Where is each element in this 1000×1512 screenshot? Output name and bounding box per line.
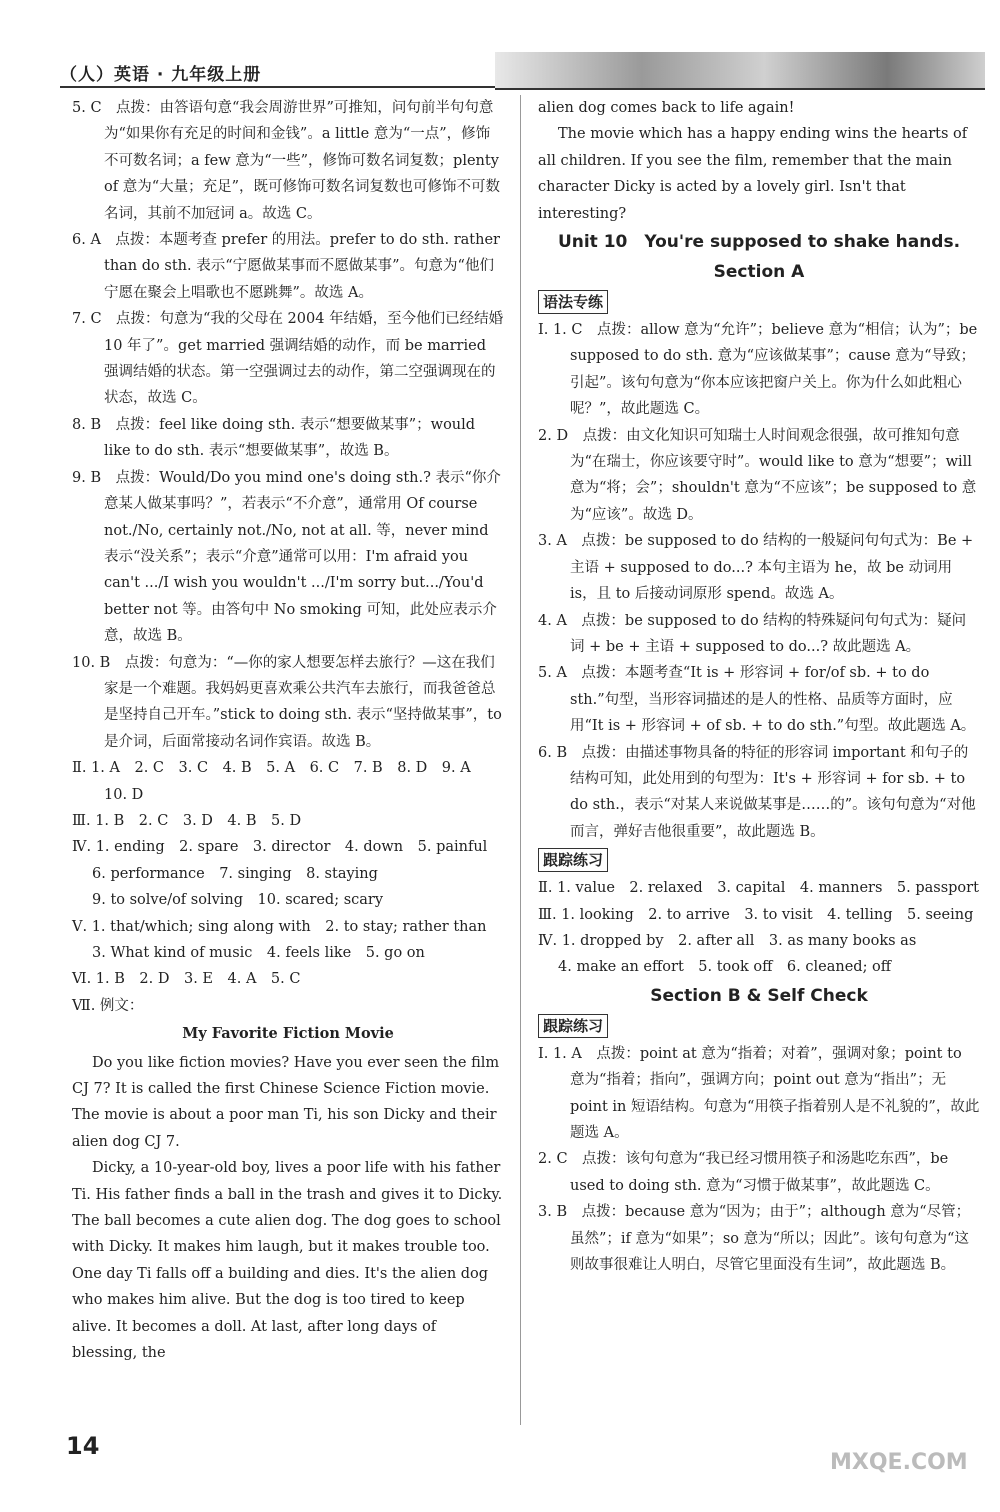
section-5-answers-b: 3. What kind of music 4. feels like 5. go on bbox=[92, 945, 425, 961]
section-a-heading: Section A bbox=[713, 262, 805, 283]
section-b-answer-1: Ⅰ. 1. A 点拨：point at 意为“指着；对着”，强调对象；point to 意为“指着；指向”，强调方向；point out 意为“指出”；无 point in 短语结构。句意为“用筷子指着别人是不礼貌的”，故此题选 A。 bbox=[538, 1045, 980, 1141]
grammar-answer-6: 6. B 点拨：由描述事物具备的特征的形容词 important 和句子的结构可知，此处用到的句型为：It's + 形容词 + for sb. + to do sth.，表示“对某人来说做某事是……的”。该句句意为“对他而言，弹好吉他很重要”，故此题选 B。 bbox=[538, 744, 976, 840]
answer-6: 6. A 点拨：本题考查 prefer 的用法。prefer to do sth. rather than do sth. 表示“宁愿做某事而不愿做某事”。句意为“他们宁愿在聚会上唱歌也不愿跳舞”。故选 A。 bbox=[72, 232, 500, 301]
follow-up-section-3: Ⅲ. 1. looking 2. to arrive 3. to visit 4. telling 5. seeing bbox=[538, 906, 974, 923]
essay-paragraph-3: The movie which has a happy ending wins the hearts of all children. If you see the film, remember that the main character Dicky is acted by a lovely girl. Isn't that interesting? bbox=[538, 126, 968, 222]
answer-7: 7. C 点拨：句意为“我的父母在 2004 年结婚，至今他们已经结婚 10 年了”。get married 强调结婚的动作，而 be married 强调结婚的状态。第一空强调过去的动作，第二空强调现在的状态，故选 C。 bbox=[72, 311, 504, 407]
header-title: （人）英语 · 九年级上册 bbox=[60, 65, 262, 85]
section-2-answers: Ⅱ. 1. A 2. C 3. C 4. B 5. A 6. C 7. B 8. D 9. A 10. D bbox=[72, 760, 486, 803]
essay-paragraph-2: Dicky, a 10-year-old boy, lives a poor life with his father Ti. His father finds a ball in the trash and gives it to Dicky. The ball becomes a cute alien dog. The dog goes to school with Dicky. It makes him laugh, but it makes trouble too. One day Ti falls off a building and dies. It's the alien dog who makes him alive. But the dog is too tired to keep alive. It becomes a doll. At last, after long days of blessing, the bbox=[72, 1160, 503, 1362]
follow-up-practice-box-2: 跟踪练习 bbox=[538, 1014, 608, 1038]
section-6-answers: Ⅵ. 1. B 2. D 3. E 4. A 5. C bbox=[72, 971, 301, 988]
section-b-answer-3: 3. B 点拨：because 意为“因为；由于”；although 意为“尽管；虽然”；if 意为“如果”；so 意为“所以；因此”。该句句意为“这则故事很难让人明白，尽管它里面没有生词”，故此题选 B。 bbox=[538, 1204, 971, 1274]
column-divider bbox=[520, 95, 521, 1425]
section-4-answers-a: Ⅳ. 1. ending 2. spare 3. director 4. down 5. painful bbox=[72, 839, 488, 856]
grammar-answer-2: 2. D 点拨：由文化知识可知瑞士人时间观念很强，故可推知句意为“在瑞士，你应该要守时”。would like to 意为“想要”；will 意为“将；会”；shouldn't 意为“不应该”；be supposed to 意为“应该”。故选 D。 bbox=[538, 427, 977, 523]
essay-continuation: alien dog comes back to life again! bbox=[538, 100, 795, 116]
follow-up-section-4a: Ⅳ. 1. dropped by 2. after all 3. as many books as bbox=[538, 932, 917, 949]
grammar-answer-5: 5. A 点拨：本题考查“It is + 形容词 + for/of sb. + to do sth.”句型，当形容词描述的是人的性格、品质等方面时，应用“It is + 形容词 + of sb. + to do sth.”句型。故此题选 A。 bbox=[538, 665, 976, 735]
section-3-answers: Ⅲ. 1. B 2. C 3. D 4. B 5. D bbox=[72, 812, 302, 829]
grammar-answer-3: 3. A 点拨：be supposed to do 结构的一般疑问句句式为：Be + 主语 + supposed to do...? 本句主语为 he，故 be 动词用 is，且 to 后接动词原形 spend。故选 A。 bbox=[538, 533, 974, 603]
answer-8: 8. B 点拨：feel like doing sth. 表示“想要做某事”；would like to do sth. 表示“想要做某事”，故选 B。 bbox=[72, 416, 476, 460]
section-b-heading: Section B & Self Check bbox=[650, 985, 868, 1006]
section-b-answer-2: 2. C 点拨：该句句意为“我已经习惯用筷子和汤匙吃东西”，be used to doing sth. 意为“习惯于做某事”，故此题选 C。 bbox=[538, 1151, 949, 1194]
follow-up-section-2: Ⅱ. 1. value 2. relaxed 3. capital 4. manners 5. passport bbox=[538, 880, 979, 897]
header-banner-image bbox=[495, 52, 985, 90]
page-number: 14 bbox=[66, 1432, 100, 1460]
watermark: MXQE.COM bbox=[830, 1450, 968, 1475]
follow-up-section-4b: 4. make an effort 5. took off 6. cleaned; off bbox=[558, 959, 892, 976]
header-rule bbox=[60, 86, 495, 88]
unit-title: Unit 10 You're supposed to shake hands. bbox=[557, 232, 961, 253]
answer-9: 9. B 点拨：Would/Do you mind one's doing sth.? 表示“你介意某人做某事吗？”，若表示“不介意”，通常用 Of course not./No, certainly not./No, not at all. 等，never mind 表示“没关系”；表示“介意”通常可以用：I'm afraid you can't .../I wish you wouldn't .../I'm sorry but.../You'd better not 等。由答句中 No smoking 可知，此处应表示介意，故选 B。 bbox=[72, 469, 501, 645]
essay-title: My Favorite Fiction Movie bbox=[182, 1025, 394, 1043]
answer-10: 10. B 点拨：句意为：“—你的家人想要怎样去旅行？—这在我们家是一个难题。我妈妈更喜欢乘公共汽车去旅行，而我爸爸总是坚持自己开车。”stick to doing sth. 表示“坚持做某事”，to 是介词，后面常接动名词作宾语。故选 B。 bbox=[72, 654, 502, 750]
page-header bbox=[60, 52, 985, 88]
answer-5: 5. C 点拨：由答语句意“我会周游世界”可推知，问句前半句句意为“如果你有充足的时间和金钱”。a little 意为“一点”，修饰不可数名词；a few 意为“一些”，修饰可数名词复数；plenty of 意为“大量；充足”，既可修饰可数名词复数也可修饰不可数名词，其前不加冠词 a。故选 C。 bbox=[72, 100, 501, 222]
grammar-answer-4: 4. A 点拨：be supposed to do 结构的特殊疑问句句式为：疑问词 + be + 主语 + supposed to do...? 故此题选 A。 bbox=[538, 612, 967, 655]
grammar-answer-1: Ⅰ. 1. C 点拨：allow 意为“允许”；believe 意为“相信；认为”；be supposed to do sth. 意为“应该做某事”；cause 意为“导致；引起”。该句句意为“你本应该把窗户关上。你为什么如此粗心呢？”，故此题选 C。 bbox=[538, 322, 978, 418]
section-7-label: Ⅶ. 例文： bbox=[72, 997, 144, 1014]
grammar-practice-box: 语法专练 bbox=[538, 290, 608, 314]
essay-paragraph-1: Do you like fiction movies? Have you ever seen the film CJ 7? It is called the first Chinese Science Fiction movie. The movie is about a poor man Ti, his son Dicky and their alien dog CJ 7. bbox=[72, 1054, 500, 1150]
left-column bbox=[72, 95, 504, 1367]
section-5-answers-a: Ⅴ. 1. that/which; sing along with 2. to stay; rather than bbox=[72, 918, 487, 935]
follow-up-practice-box: 跟踪练习 bbox=[538, 848, 608, 872]
right-column bbox=[538, 95, 980, 1278]
section-4-answers-b: 6. performance 7. singing 8. staying bbox=[92, 865, 378, 882]
section-4-answers-c: 9. to solve/of solving 10. scared; scary bbox=[92, 892, 384, 909]
